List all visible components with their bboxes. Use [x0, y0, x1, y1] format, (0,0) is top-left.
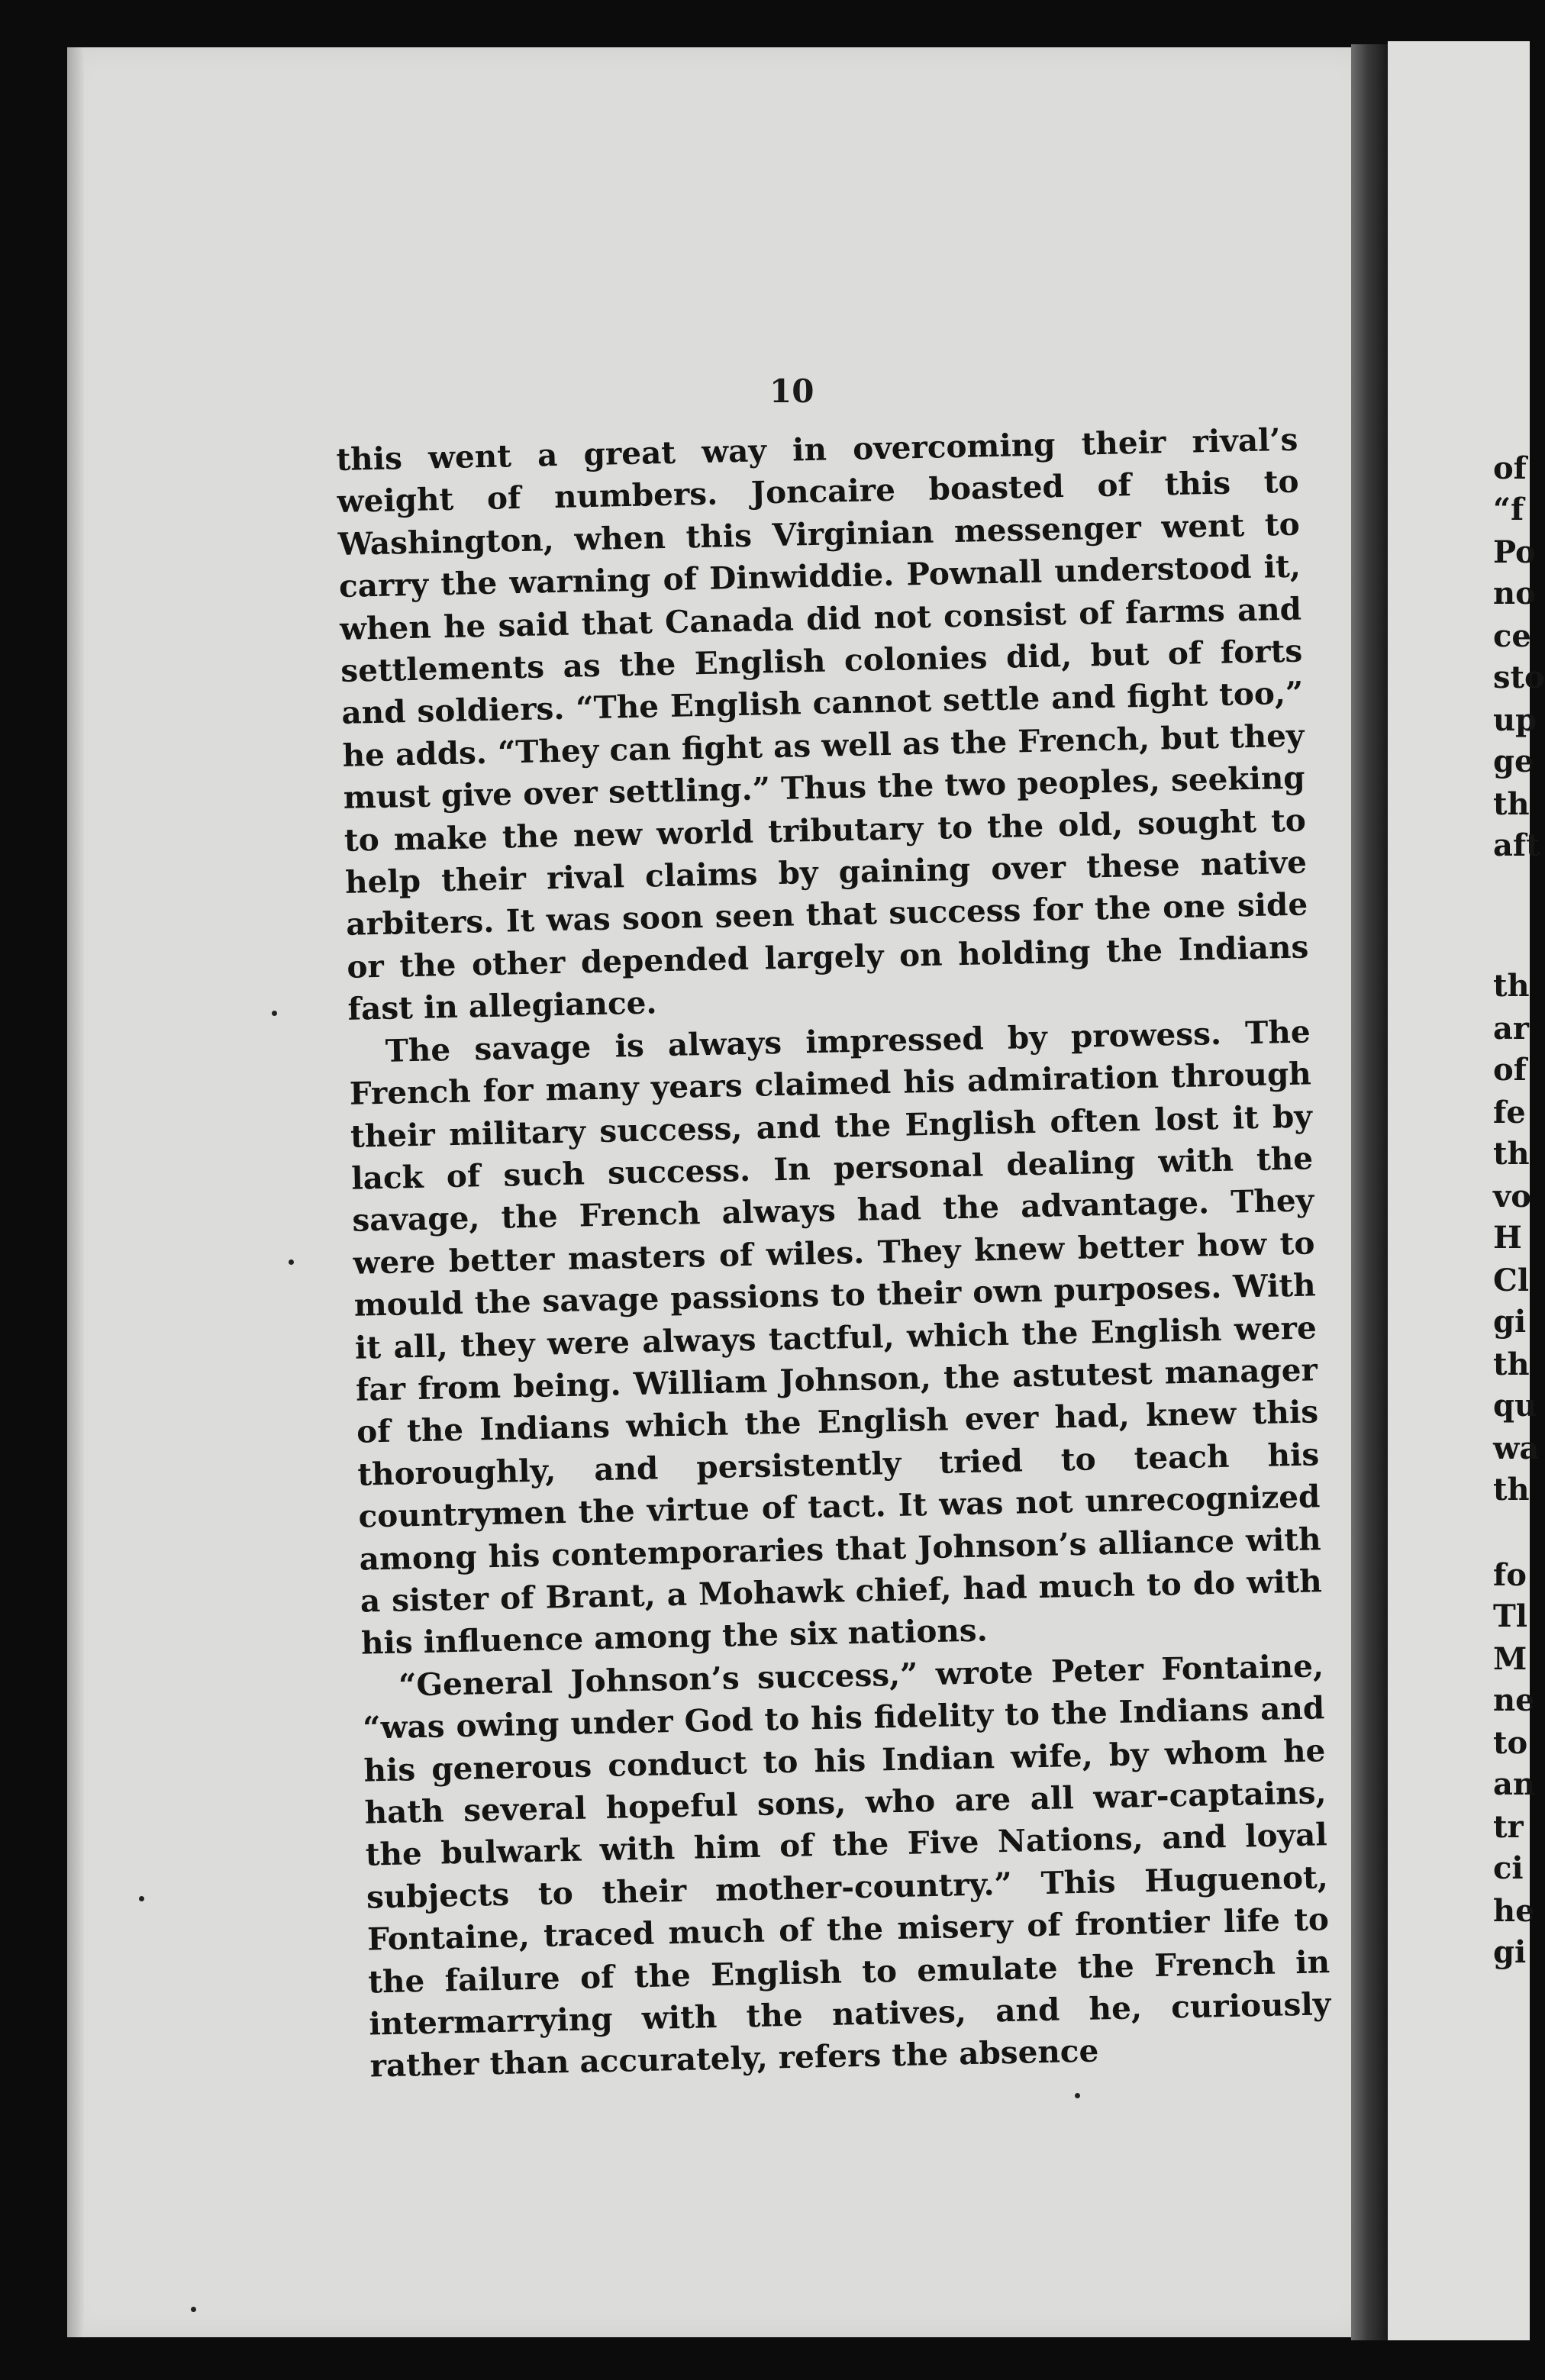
facing-page-fragment: of	[1493, 1052, 1527, 1088]
paragraph: “General Johnson’s success,” wrote Peter Fontaine, “was owing under God to his fidelity to the Indians and his generous conduct to his Indian wife, by whom he hath several hopeful sons, who are all war-captains, the bulwark with him of the Five Nations, and loyal subjects to their mother-country.” This Huguenot, Fontaine, traced much of the misery of frontier life to the failure of the English to emulate the French in intermarrying with the natives, and he, curiously rather than accurately, refers the absence	[362, 1647, 1331, 2085]
facing-page-fragment: no	[1493, 576, 1536, 611]
facing-page-fragment: aft	[1493, 827, 1540, 863]
facing-page-fragment: gi	[1493, 1934, 1527, 1970]
facing-page-fragment: up	[1493, 702, 1537, 738]
facing-page-fragment: th	[1493, 786, 1530, 822]
facing-page-fragment: M	[1493, 1641, 1527, 1677]
facing-page-fragment: ce	[1493, 618, 1531, 654]
facing-page-fragment: th	[1493, 1472, 1530, 1508]
ink-speck	[272, 1011, 277, 1016]
facing-page-fragment: H	[1493, 1220, 1522, 1256]
ink-speck	[139, 1896, 144, 1901]
facing-page-fragment: th	[1493, 968, 1530, 1004]
facing-page-fragment: qu	[1493, 1388, 1537, 1424]
facing-page-fragment: vo	[1493, 1179, 1531, 1214]
facing-page-fragment: th	[1493, 1136, 1530, 1172]
facing-page-fragment: ar	[1493, 1011, 1529, 1046]
facing-page-fragment: tr	[1493, 1809, 1524, 1845]
paragraph: The savage is always impressed by prowess. The French for many years claimed his admiration through their military success, and the English often lost it by lack of such success. In personal dealing with the savage, the French always had the advantage. They were better masters of wiles. They knew better how to mould the savage passions to their own purposes. With it all, they were always tactful, which the English were far from being. William Johnson, the astutest manager of the Indians which the English ever had, knew this thoroughly, and persistently tried to teach his countrymen the virtue of tact. It was not unrecognized among his contemporaries that Johnson’s alliance with a sister of Brant, a Mohawk chief, had much to do with his influence among the six nations.	[349, 1013, 1323, 1662]
facing-page-fragment: ne	[1493, 1682, 1535, 1718]
ink-speck	[191, 2307, 196, 2312]
facing-page-fragment: fe	[1493, 1095, 1526, 1130]
paragraph: this went a great way in overcoming their rival’s weight of numbers. Joncaire boasted of this to Washington, when this Virginian messenger went to carry the warning of Dinwiddie. Pownall understood it, when he said that Canada did not consist of farms and settlements as the English colonies did, but of forts and soldiers. “The English cannot settle and fight too,” he adds. “They can fight as well as the French, but they must give over settling.” Thus the two peoples, seeking to make the new world tributary to the old, sought to help their rival claims by gaining over these native arbiters. It was soon seen that success for the one side or the other depended largely on holding the Indians fast in allegiance.	[336, 421, 1309, 1028]
facing-page-fragment: wa	[1493, 1430, 1540, 1466]
facing-page-fragment: ge	[1493, 743, 1534, 779]
ink-speck	[1075, 2093, 1080, 2098]
ink-speck	[289, 1259, 294, 1265]
facing-page-fragment: th	[1493, 1346, 1530, 1382]
body-text	[336, 419, 1332, 2088]
book-page-right-partial	[1388, 41, 1545, 2340]
facing-page-fragment: Po	[1493, 534, 1536, 570]
book-binding-gutter	[1351, 44, 1388, 2340]
facing-page-fragment: “f	[1493, 492, 1524, 527]
facing-page-fragment: Cl	[1493, 1263, 1530, 1298]
facing-page-fragment: Tl	[1493, 1598, 1527, 1634]
facing-page-fragment: he	[1493, 1893, 1535, 1929]
page-edge-shadow	[67, 47, 84, 2337]
facing-page-fragment: ci	[1493, 1850, 1524, 1886]
facing-page-fragment: gi	[1493, 1304, 1527, 1340]
facing-page-fragment: of	[1493, 450, 1527, 486]
page-number: 10	[769, 372, 814, 410]
facing-page-fragment: an	[1493, 1766, 1535, 1802]
facing-page-fragment: to	[1493, 1725, 1528, 1761]
facing-page-fragment: fo	[1493, 1557, 1527, 1593]
facing-page-fragment: sto	[1493, 659, 1545, 695]
